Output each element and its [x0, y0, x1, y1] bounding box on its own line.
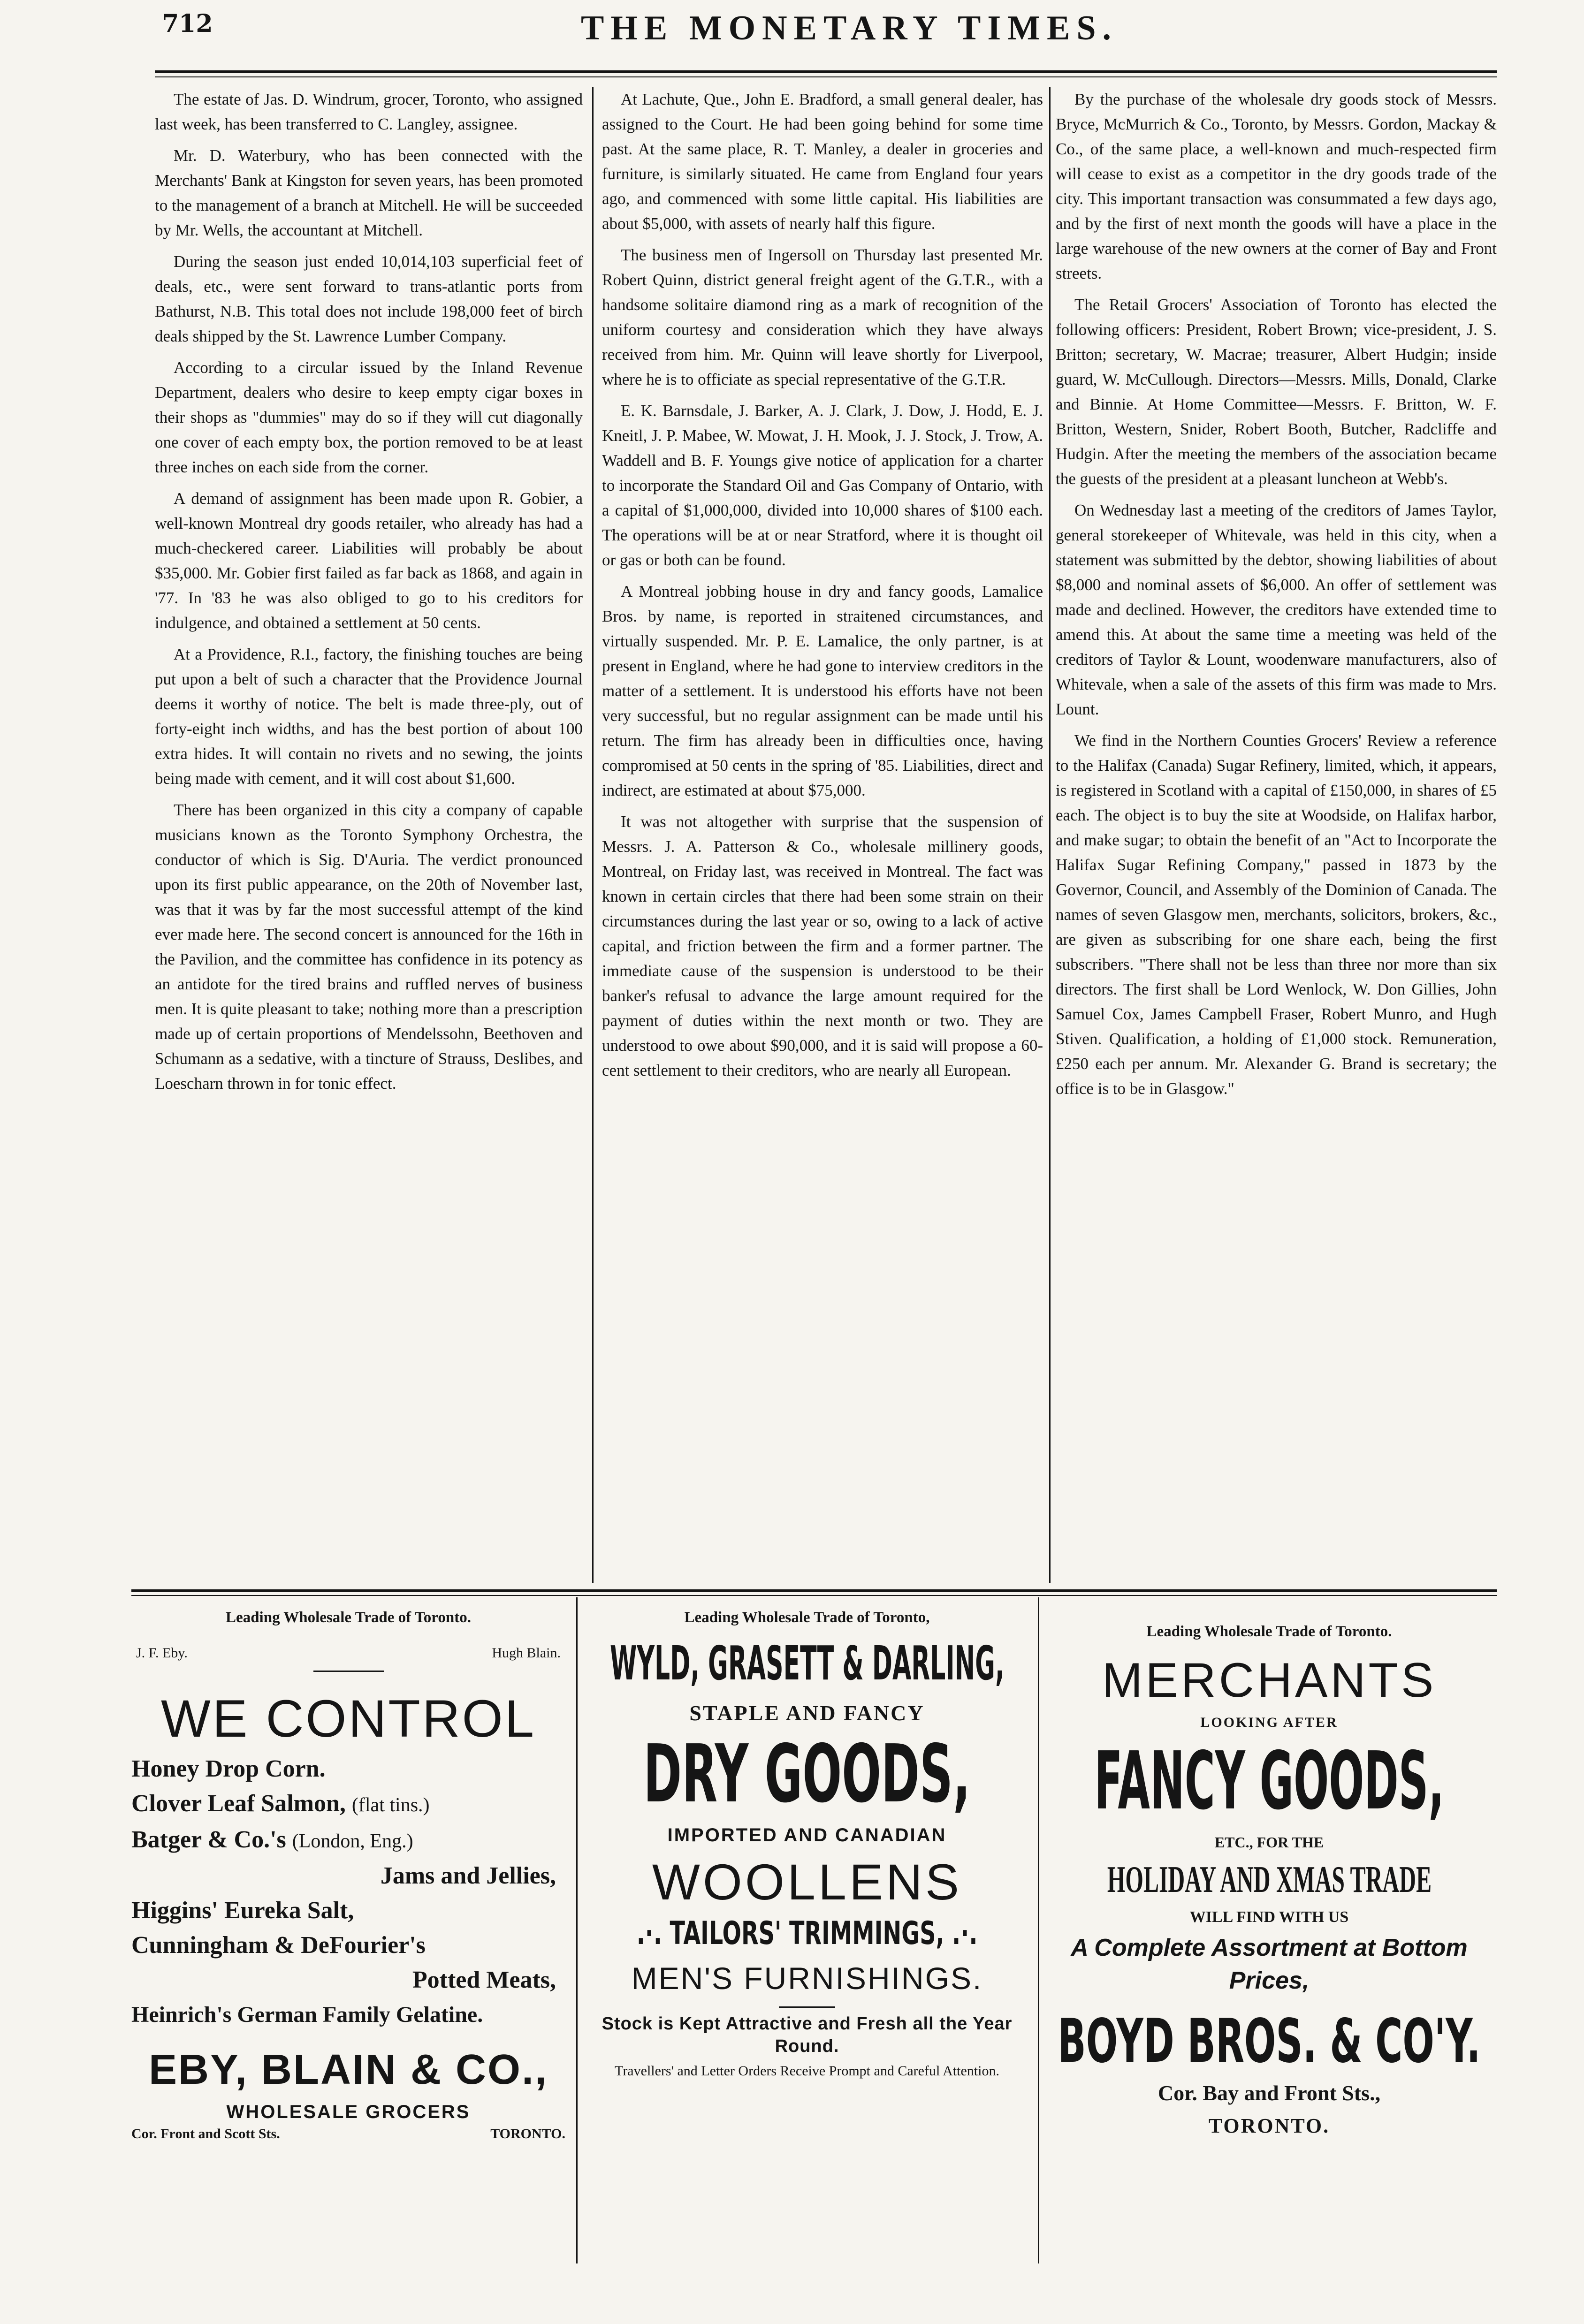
ad-line: FANCY GOODS,	[1094, 1735, 1444, 1828]
ad-line: MERCHANTS	[1102, 1653, 1437, 1708]
ad-item: Higgins' Eureka Salt,	[131, 1897, 354, 1924]
ad-subtitle: WHOLESALE GROCERS	[226, 2102, 471, 2122]
ad-item-note: (flat tins.)	[351, 1794, 430, 1816]
ad-item-text: Batger & Co.'s	[131, 1826, 286, 1853]
article: On Wednesday last a meeting of the creditors of James Taylor, general storekeeper of Whitevale, was held in this city, when a statement was submitted by the debtor, showing liabilities of about $8,000 and nominal assets of $6,000. An offer of settlement was made and declined. However, the creditors have extended time to amend this. At about the same time a meeting was held of the creditors of Taylor & Lount, woodenware manufacturers, also of Whitevale, when a sale of the assets of this firm was made to Mrs. Lount.	[1056, 501, 1497, 718]
ad-item: Heinrich's German Family Gelatine.	[131, 2002, 483, 2027]
ad-footer	[127, 2126, 570, 2142]
ad-header: Leading Wholesale Trade of Toronto,	[684, 1609, 930, 1626]
advertisement-boyd-bros	[1044, 1604, 1494, 2261]
ad-divider	[1038, 1597, 1039, 2263]
ad-line-wrap	[1044, 1734, 1494, 1828]
masthead: THE MONETARY TIMES.	[581, 9, 1118, 47]
ad-header: Leading Wholesale Trade of Toronto.	[1146, 1623, 1392, 1640]
ad-company: EBY, BLAIN & CO.,	[148, 2046, 548, 2093]
ad-line: IMPORTED AND CANADIAN	[667, 1825, 947, 1846]
ad-line: Travellers' and Letter Orders Receive Prompt and Careful Attention.	[615, 2063, 999, 2079]
ad-address: Cor. Bay and Front Sts.,	[1158, 2081, 1381, 2105]
ad-line: WOOLLENS	[652, 1853, 962, 1910]
article: We find in the Northern Counties Grocers' Review a reference to the Halifax (Canada) Sugar Refinery, limited, which, it appears, is registered in Scotland with a capital of £150,000, in shares of £5 each. The object is to buy the site at Woodside, on Halifax harbor, and make sugar; to obtain the benefit of an "Act to Incorporate the Halifax Sugar Refining Company," passed in 1873 by the Governor, Council, and Assembly of the Dominion of Canada. The names of seven Glasgow men, merchants, solicitors, brokers, &c., are given as subscribing for one share each, being the first subscribers. "There shall not be less than three nor more than six directors. The first shall be Lord Wenlock, W. Don Gillies, John Samuel Cox, James Campbell Fraser, Robert Munro, and Hugh Stiven. Qualification, a holding of £1,000 stock. Remuneration, £250 each per annum. Mr. Alexander G. Brand is secretary; the office is to be in Glasgow."	[1056, 731, 1497, 1098]
ad-item: Potted Meats,	[412, 1967, 556, 1993]
ad-line: DRY GOODS,	[643, 1730, 971, 1819]
ad-divider	[576, 1597, 578, 2263]
article: At Lachute, Que., John E. Bradford, a small general dealer, has assigned to the Court. He had been going behind for some time past. At the same place, R. T. Manley, a dealer in groceries and furniture, is similarly situated. He came from England four years ago, and commenced with some little capital. His liabilities are about $5,000, with assets of nearly half this figure.	[602, 90, 1043, 233]
ad-city: TORONTO.	[490, 2126, 565, 2142]
ad-company: WYLD, GRASETT & DARLING,	[609, 1636, 1005, 1691]
ad-headline: WE CONTROL	[160, 1689, 536, 1748]
ad-line: STAPLE AND FANCY	[689, 1701, 925, 1725]
advertisement-eby-blain	[127, 1604, 570, 2261]
column-2	[602, 87, 1043, 1574]
article: By the purchase of the wholesale dry goods stock of Messrs. Bryce, McMurrich & Co., Toronto, by Messrs. Gordon, Mackay & Co., of the same place, a well-known and much-respected firm will cease to exist as a competitor in the dry goods trade of the city. This important transaction was consummated a few days ago, and by the first of next month the goods will have a place in the large warehouse of the new owners at the corner of Bay and Front streets.	[1056, 90, 1497, 282]
column-1	[155, 87, 583, 1574]
name-right: Hugh Blain.	[492, 1645, 561, 1661]
article: According to a circular issued by the Inland Revenue Department, dealers who desire to keep empty cigar boxes in their shops as "dummies" may do so if they will cut diagonally one cover of each empty box, the portion removed to be at least three inches on each side from the corner.	[155, 358, 583, 476]
ad-item: Cunningham & DeFourier's	[131, 1932, 426, 1959]
article: A demand of assignment has been made upon R. Gobier, a well-known Montreal dry goods retailer, who already has had a much-checkered career. Liabilities will probably be about $35,000. Mr. Gobier first failed as far back as 1868, and again in '77. In '83 he was also obliged to go to his creditors for indulgence, and obtained a settlement at 50 cents.	[155, 489, 583, 632]
short-rule	[313, 1671, 384, 1672]
ad-line: ETC., FOR THE	[1214, 1834, 1324, 1851]
ad-names	[127, 1645, 570, 1661]
ad-line-wrap	[582, 1730, 1032, 1819]
ad-line-wrap	[582, 1913, 1032, 1955]
top-rule-thin	[155, 76, 1497, 77]
article: Mr. D. Waterbury, who has been connected with the Merchants' Bank at Kingston for seven years, has been promoted to the management of a branch at Mitchell. He will be succeeded by Mr. Wells, the accountant at Mitchell.	[155, 146, 583, 239]
short-rule	[779, 2006, 835, 2008]
bottom-rule	[131, 1589, 1497, 1592]
ad-city: TORONTO.	[1208, 2114, 1330, 2137]
article: A Montreal jobbing house in dry and fancy goods, Lamalice Bros. by name, is reported in straitened circumstances, and virtually suspended. Mr. P. E. Lamalice, the only partner, is at present in England, where he had gone to interview creditors in the matter of a settlement. It is understood his efforts have not been very successful, but no regular assignment can be made until his return. The firm has already been in difficulties once, having compromised at 50 cents in the spring of '85. Liabilities, direct and indirect, are estimated at about $75,000.	[602, 582, 1043, 799]
article: E. K. Barnsdale, J. Barker, A. J. Clark, J. Dow, J. Hodd, E. J. Kneitl, J. P. Mabee, W. Mowat, J. H. Mook, J. J. Stock, J. Trow, A. Waddell and B. F. Youngs give notice of application for a charter to incorporate the Standard Oil and Gas Company of Ontario, with a capital of $1,000,000, divided into 10,000 shares of $100 each. The operations will be at or near Stratford, where it is thought oil or gas or both can be found.	[602, 402, 1043, 569]
ad-company-wrap	[582, 1636, 1032, 1697]
page-number: 712	[162, 9, 213, 38]
article: At a Providence, R.I., factory, the finishing touches are being put upon a belt of such a character that the Providence Journal deems it worthy of notice. The belt is made three-ply, out of forty-eight inch widths, and has the best portion of about 100 extra hides. It will contain no rivets and no sewing, the joints being made with cement, and it will cost about $1,600.	[155, 645, 583, 788]
column-divider	[1049, 87, 1051, 1583]
ad-line: HOLIDAY AND XMAS TRADE	[1107, 1859, 1432, 1900]
ad-item	[127, 1786, 570, 1823]
ad-line: MEN'S FURNISHINGS.	[631, 1961, 983, 1996]
ad-company-wrap	[1044, 2006, 1494, 2077]
ad-item-text: Clover Leaf Salmon,	[131, 1790, 346, 1817]
article: It was not altogether with surprise that the suspension of Messrs. J. A. Patterson & Co., wholesale millinery goods, Montreal, on Friday last, was received in Montreal. The fact was known in certain circles that there had been some strain on their circumstances during the last year or so, owing to a lack of active capital, and friction between the firm and a former partner. The immediate cause of the suspension is understood to be their banker's refusal to advance the large amount required for the payment of duties within the next month or two. They are understood to owe about $90,000, and it is said will propose a 60-cent settlement to their creditors, who are nearly all European.	[602, 813, 1043, 1079]
ad-line: Stock is Kept Attractive and Fresh all the Year Round.	[602, 2014, 1013, 2056]
bottom-rule-thin	[131, 1595, 1497, 1596]
ad-header: Leading Wholesale Trade of Toronto.	[226, 1609, 471, 1626]
column-3	[1056, 87, 1497, 1574]
ad-line: .·. TAILORS' TRIMMINGS, .·.	[636, 1915, 978, 1952]
ad-line: WILL FIND WITH US	[1189, 1908, 1349, 1926]
ad-item	[127, 1823, 570, 1859]
column-divider	[592, 87, 594, 1583]
ad-company: BOYD BROS. & CO'Y.	[1058, 2006, 1481, 2076]
article: The Retail Grocers' Association of Toronto has elected the following officers: President, Robert Brown; vice-president, J. S. Britton; secretary, W. Macrae; treasurer, Albert Hudgin; inside guard, W. McCullough. Directors—Messrs. Mills, Donald, Clarke and Binnie. At Home Committee—Messrs. F. Britton, W. F. Britton, Western, Snider, Robert Booth, Butcher, Radcliffe and Hudgin. After the meeting the members of the association became the guests of the president at a pleasant luncheon at Webb's.	[1056, 296, 1497, 488]
name-left: J. F. Eby.	[136, 1645, 188, 1661]
top-rule	[155, 70, 1497, 73]
ad-item: Honey Drop Corn.	[131, 1755, 326, 1782]
advertisement-wyld-grasett	[582, 1604, 1032, 2261]
ad-item-note: (London, Eng.)	[292, 1830, 413, 1852]
article: There has been organized in this city a company of capable musicians known as the Toronto Symphony Orchestra, the conductor of which is Sig. D'Auria. The verdict pronounced upon its first public appearance, on the 20th of November last, was that it was by far the most successful attempt of the kind ever made here. The second concert is announced for the 16th in the Pavilion, and the committee has confidence in its potency as an antidote for the tired brains and ruffled nerves of business men. It is quite pleasant to take; nothing more than a prescription made up of certain proportions of Mendelssohn, Beethoven and Schumann as a sedative, with a tincture of Strauss, Deslibes, and Loescharn thrown in for tonic effect.	[155, 801, 583, 1093]
ad-line: A Complete Assortment at Bottom Prices,	[1071, 1934, 1468, 1994]
ad-line: LOOKING AFTER	[1200, 1715, 1338, 1730]
ad-line-wrap	[1044, 1856, 1494, 1903]
article: The estate of Jas. D. Windrum, grocer, Toronto, who assigned last week, has been transferred to C. Langley, assignee.	[155, 90, 583, 133]
ad-address: Cor. Front and Scott Sts.	[131, 2126, 280, 2142]
article: During the season just ended 10,014,103 superficial feet of deals, etc., were sent forward to trans-atlantic ports from Bathurst, N.B. This total does not include 198,000 feet of birch deals shipped by the St. Lawrence Lumber Company.	[155, 252, 583, 345]
ad-item: Jams and Jellies,	[380, 1862, 556, 1889]
article: The business men of Ingersoll on Thursday last presented Mr. Robert Quinn, district general freight agent of the G.T.R., with a handsome solitaire diamond ring as a mark of recognition of the uniform courtesy and consideration which they have always received from him. Mr. Quinn will leave shortly for Liverpool, where he is to officiate as special representative of the G.T.R.	[602, 246, 1043, 388]
